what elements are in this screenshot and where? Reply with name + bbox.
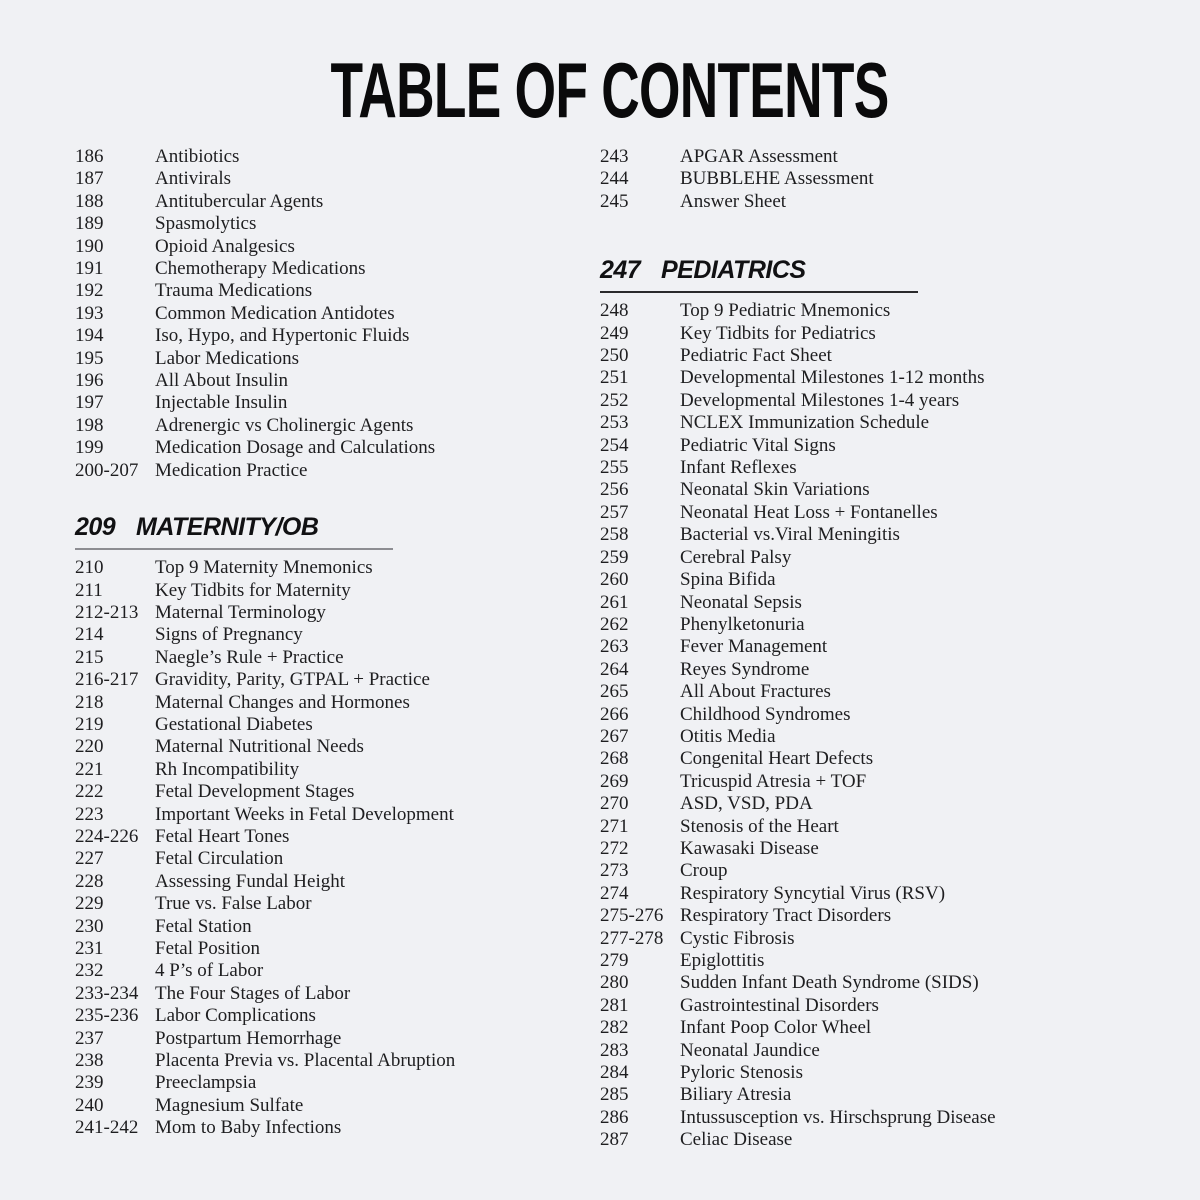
toc-entry-pages: 287 <box>600 1129 629 1151</box>
toc-entry <box>600 524 1145 546</box>
toc-entry-title: Kawasaki Disease <box>680 837 819 859</box>
toc-entry-title: Rh Incompatibility <box>155 758 300 780</box>
toc-entry-pages: 198 <box>75 414 104 436</box>
toc-entry-title: Infant Poop Color Wheel <box>680 1017 872 1039</box>
toc-entry-title: Infant Reflexes <box>680 457 797 479</box>
toc-entry-title: Sudden Infant Death Syndrome (SIDS) <box>680 972 979 994</box>
toc-entry <box>600 479 1145 501</box>
toc-entry <box>600 191 1145 213</box>
toc-entry <box>600 300 1145 322</box>
toc-entry-title: Cystic Fibrosis <box>680 927 795 949</box>
toc-section-header <box>600 256 1145 293</box>
toc-entry-pages: 256 <box>600 479 629 501</box>
toc-entry <box>75 258 600 280</box>
toc-entry-title: Developmental Milestones 1-12 months <box>680 367 985 389</box>
toc-entry-pages: 248 <box>600 300 629 322</box>
toc-entry-title: Fever Management <box>680 636 828 658</box>
toc-entry-pages: 283 <box>600 1039 629 1061</box>
toc-entry-pages: 229 <box>75 893 104 915</box>
toc-entry-title: Developmental Milestones 1-4 years <box>680 389 960 411</box>
toc-entry-title: Respiratory Tract Disorders <box>680 905 892 927</box>
toc-entry-pages: 187 <box>75 168 104 190</box>
toc-entry-pages: 231 <box>75 938 104 959</box>
toc-entry <box>75 213 600 235</box>
toc-entry-pages: 220 <box>75 736 104 758</box>
toc-entry-title: Trauma Medications <box>155 280 313 302</box>
toc-entry-pages: 211 <box>75 579 103 601</box>
toc-entry <box>600 457 1145 479</box>
page-title-text: TABLE OF CONTENTS <box>330 46 890 134</box>
toc-entry <box>600 1129 1145 1151</box>
toc-entry-title: Maternal Terminology <box>155 601 326 623</box>
toc-entry <box>600 950 1145 972</box>
toc-entry <box>600 614 1145 636</box>
toc-entry-title: Pediatric Vital Signs <box>680 434 836 456</box>
toc-entry-pages: 257 <box>600 501 629 523</box>
toc-entry-pages: 275-276 <box>600 905 664 927</box>
toc-entry-pages: 186 <box>75 146 104 167</box>
toc-entry-title: Pediatric Fact Sheet <box>680 345 832 367</box>
toc-entry <box>75 168 600 190</box>
page-title <box>75 0 1145 132</box>
toc-entry-pages: 192 <box>75 280 104 302</box>
toc-entry <box>600 928 1145 950</box>
toc-entry <box>75 146 600 168</box>
toc-entry-pages: 218 <box>75 691 104 713</box>
toc-entry <box>600 547 1145 569</box>
toc-entry-title: Reyes Syndrome <box>680 658 810 680</box>
toc-entry-pages: 285 <box>600 1084 629 1106</box>
toc-entry-title: Antibiotics <box>155 146 240 167</box>
toc-entry <box>600 883 1145 905</box>
toc-entry <box>600 659 1145 681</box>
toc-entry-title: Fetal Heart Tones <box>155 825 290 847</box>
toc-entry <box>75 893 600 915</box>
toc-entry <box>600 435 1145 457</box>
toc-section-pages: 247 <box>600 256 641 285</box>
toc-entry-title: Neonatal Jaundice <box>680 1039 820 1061</box>
toc-entry-pages: 284 <box>600 1062 629 1084</box>
toc-section-line <box>75 513 600 541</box>
toc-entry <box>75 1028 600 1050</box>
toc-entry-pages: 228 <box>75 870 104 892</box>
toc-entry-title: Biliary Atresia <box>680 1084 792 1106</box>
toc-entry-pages: 239 <box>75 1072 104 1094</box>
toc-entry <box>600 502 1145 524</box>
toc-entry-pages: 222 <box>75 781 104 803</box>
toc-entry <box>600 771 1145 793</box>
toc-entry <box>75 392 600 414</box>
toc-entry-title: Placenta Previa vs. Placental Abruption <box>155 1050 456 1072</box>
toc-entry-title: Spasmolytics <box>155 213 257 235</box>
toc-entry-pages: 210 <box>75 557 104 579</box>
toc-entry-title: Naegle’s Rule + Practice <box>155 646 344 668</box>
toc-entry <box>75 348 600 370</box>
toc-entry-title: Mom to Baby Infections <box>155 1117 342 1139</box>
toc-entry-pages: 270 <box>600 793 629 815</box>
toc-entry-pages: 194 <box>75 325 104 347</box>
toc-entry-pages: 235-236 <box>75 1005 139 1027</box>
toc-entry <box>600 748 1145 770</box>
toc-entry-title: 4 P’s of Labor <box>155 960 264 982</box>
toc-entry-pages: 221 <box>75 758 104 780</box>
toc-entry <box>600 995 1145 1017</box>
toc-entry-pages: 253 <box>600 412 629 434</box>
toc-entry-pages: 279 <box>600 950 629 971</box>
toc-entry-title: Intussusception vs. Hirschsprung Disease <box>680 1106 996 1128</box>
toc-entry-title: Respiratory Syncytial Virus (RSV) <box>680 882 946 904</box>
toc-entry-title: Answer Sheet <box>680 190 787 212</box>
toc-entry <box>600 726 1145 748</box>
toc-entry-title: Croup <box>680 860 728 882</box>
toc-entry <box>75 692 600 714</box>
toc-entry-title: Gravidity, Parity, GTPAL + Practice <box>155 669 430 691</box>
toc-entry-title: Top 9 Pediatric Mnemonics <box>680 300 891 322</box>
toc-entry-pages: 266 <box>600 703 629 725</box>
toc-entry-pages: 281 <box>600 994 629 1016</box>
toc-entry-title: ASD, VSD, PDA <box>680 793 813 815</box>
toc-entry-pages: 271 <box>600 815 629 837</box>
toc-entry-pages: 232 <box>75 960 104 982</box>
toc-entry <box>75 1072 600 1094</box>
toc-entry <box>600 838 1145 860</box>
toc-entry-title: Preeclampsia <box>155 1072 257 1094</box>
toc-entry-pages: 227 <box>75 848 104 870</box>
toc-entry <box>600 636 1145 658</box>
toc-entry <box>600 1017 1145 1039</box>
toc-entry-pages: 268 <box>600 748 629 770</box>
toc-entry-pages: 237 <box>75 1027 104 1049</box>
toc-entry-title: Opioid Analgesics <box>155 235 295 257</box>
toc-entry <box>600 860 1145 882</box>
toc-entry-pages: 223 <box>75 803 104 825</box>
toc-entry-title: Spina Bifida <box>680 569 776 591</box>
toc-entry <box>600 704 1145 726</box>
toc-entry-pages: 216-217 <box>75 669 139 691</box>
toc-entry <box>75 871 600 893</box>
toc-entry-pages: 195 <box>75 347 104 369</box>
toc-entry <box>75 647 600 669</box>
toc-entry <box>75 370 600 392</box>
toc-entry-pages: 219 <box>75 713 104 735</box>
toc-entry-pages: 269 <box>600 770 629 792</box>
toc-entry <box>600 592 1145 614</box>
toc-entry-pages: 230 <box>75 915 104 937</box>
toc-entry-title: Celiac Disease <box>680 1129 793 1151</box>
toc-entry-pages: 282 <box>600 1017 629 1039</box>
toc-entry-title: Gestational Diabetes <box>155 713 313 735</box>
toc-entry <box>75 460 600 482</box>
toc-entry <box>600 1040 1145 1062</box>
toc-entry-pages: 240 <box>75 1094 104 1116</box>
toc-entry <box>75 1005 600 1027</box>
toc-entry <box>600 390 1145 412</box>
toc-section-title: PEDIATRICS <box>661 256 806 285</box>
toc-entry <box>600 367 1145 389</box>
toc-columns <box>75 146 1145 1152</box>
toc-entry-pages: 252 <box>600 389 629 411</box>
toc-entry-title: Chemotherapy Medications <box>155 258 366 280</box>
toc-entry-title: Key Tidbits for Pediatrics <box>680 322 876 344</box>
toc-entry <box>600 569 1145 591</box>
toc-entry <box>600 168 1145 190</box>
toc-entry-title: Cerebral Palsy <box>680 546 792 568</box>
toc-entry-pages: 251 <box>600 367 629 389</box>
toc-entry-pages: 244 <box>600 168 629 190</box>
toc-entry-title: Assessing Fundal Height <box>155 870 345 892</box>
toc-entry-pages: 249 <box>600 322 629 344</box>
toc-entry <box>75 325 600 347</box>
section-underline <box>75 548 393 550</box>
toc-entry-title: Fetal Position <box>155 938 261 959</box>
toc-entry-title: Fetal Station <box>155 915 252 937</box>
toc-entry-pages: 267 <box>600 725 629 747</box>
toc-entry-title: Labor Medications <box>155 347 300 369</box>
toc-section-pages: 209 <box>75 513 116 542</box>
toc-entry-title: BUBBLEHE Assessment <box>680 168 874 190</box>
toc-entry-pages: 188 <box>75 190 104 212</box>
toc-entry-title: NCLEX Immunization Schedule <box>680 412 930 434</box>
toc-entry <box>600 1084 1145 1106</box>
toc-entry <box>75 848 600 870</box>
toc-entry <box>75 826 600 848</box>
toc-entry <box>75 191 600 213</box>
toc-entry <box>75 1095 600 1117</box>
toc-entry-pages: 262 <box>600 613 629 635</box>
toc-entry-title: Magnesium Sulfate <box>155 1094 304 1116</box>
toc-entry-title: Top 9 Maternity Mnemonics <box>155 557 373 579</box>
toc-entry-title: Important Weeks in Fetal Development <box>155 803 454 825</box>
toc-entry-pages: 189 <box>75 213 104 235</box>
toc-entry <box>600 905 1145 927</box>
toc-entry-title: Bacterial vs.Viral Meningitis <box>680 524 900 546</box>
toc-entry-pages: 273 <box>600 860 629 882</box>
toc-entry-title: Fetal Circulation <box>155 848 284 870</box>
toc-entry-pages: 224-226 <box>75 825 139 847</box>
toc-entry-title: Adrenergic vs Cholinergic Agents <box>155 414 414 436</box>
toc-entry-title: APGAR Assessment <box>680 146 838 167</box>
toc-entry-title: Antivirals <box>155 168 231 190</box>
toc-entry <box>75 714 600 736</box>
toc-entry <box>600 816 1145 838</box>
toc-entry-title: Pyloric Stenosis <box>680 1062 803 1084</box>
toc-entry-title: Maternal Changes and Hormones <box>155 691 410 713</box>
toc-entry <box>600 681 1145 703</box>
toc-entry-pages: 263 <box>600 636 629 658</box>
toc-entry <box>75 580 600 602</box>
toc-entry-title: All About Fractures <box>680 681 831 703</box>
toc-entry <box>75 1050 600 1072</box>
toc-entry-pages: 196 <box>75 370 104 392</box>
toc-entry <box>600 323 1145 345</box>
toc-entry <box>75 759 600 781</box>
toc-entry-title: Medication Dosage and Calculations <box>155 437 436 459</box>
toc-entry <box>75 781 600 803</box>
toc-entry-title: Childhood Syndromes <box>680 703 851 725</box>
toc-entry-title: Congenital Heart Defects <box>680 748 874 770</box>
toc-entry-title: Otitis Media <box>680 725 776 747</box>
toc-entry-title: Antitubercular Agents <box>155 190 324 212</box>
toc-entry-title: Fetal Development Stages <box>155 781 355 803</box>
toc-entry-title: Neonatal Skin Variations <box>680 479 870 501</box>
toc-entry <box>75 916 600 938</box>
toc-entry-pages: 260 <box>600 569 629 591</box>
toc-entry-title: Signs of Pregnancy <box>155 624 303 646</box>
toc-entry-title: Common Medication Antidotes <box>155 302 395 324</box>
toc-entry <box>600 1107 1145 1129</box>
toc-entry <box>75 303 600 325</box>
toc-entry-title: Injectable Insulin <box>155 392 288 414</box>
toc-entry-pages: 212-213 <box>75 601 139 623</box>
toc-entry <box>600 345 1145 367</box>
toc-entry-title: True vs. False Labor <box>155 893 312 915</box>
toc-entry-title: Phenylketonuria <box>680 613 805 635</box>
toc-entry-pages: 199 <box>75 437 104 459</box>
toc-entry-pages: 191 <box>75 258 104 280</box>
toc-entry-title: All About Insulin <box>155 370 289 392</box>
toc-entry-pages: 250 <box>600 345 629 367</box>
toc-entry-pages: 197 <box>75 392 104 414</box>
toc-entry <box>75 602 600 624</box>
toc-entry-title: Maternal Nutritional Needs <box>155 736 364 758</box>
toc-entry-title: Neonatal Heat Loss + Fontanelles <box>680 501 938 523</box>
toc-entry <box>75 736 600 758</box>
toc-entry-pages: 286 <box>600 1106 629 1128</box>
toc-entry <box>600 793 1145 815</box>
toc-entry-pages: 233-234 <box>75 982 139 1004</box>
toc-entry-title: Labor Complications <box>155 1005 316 1027</box>
toc-entry-title: Medication Practice <box>155 459 308 481</box>
toc-column-right <box>600 146 1145 1152</box>
toc-entry-pages: 255 <box>600 457 629 479</box>
toc-entry <box>75 557 600 579</box>
toc-entry-pages: 238 <box>75 1050 104 1072</box>
toc-entry <box>75 669 600 691</box>
toc-entry-pages: 254 <box>600 434 629 456</box>
toc-section-line <box>600 256 1145 284</box>
toc-entry-title: Gastrointestinal Disorders <box>680 994 879 1016</box>
toc-entry <box>600 972 1145 994</box>
toc-entry-pages: 245 <box>600 190 629 212</box>
toc-entry-pages: 243 <box>600 146 629 167</box>
toc-entry <box>75 938 600 960</box>
toc-entry-pages: 258 <box>600 524 629 546</box>
toc-entry-title: Stenosis of the Heart <box>680 815 839 837</box>
toc-entry-pages: 272 <box>600 837 629 859</box>
toc-entry-pages: 259 <box>600 546 629 568</box>
toc-entry-pages: 277-278 <box>600 927 664 949</box>
toc-entry <box>75 804 600 826</box>
toc-column-left <box>75 146 600 1152</box>
toc-entry-pages: 241-242 <box>75 1117 139 1139</box>
toc-entry <box>75 415 600 437</box>
toc-entry <box>600 1062 1145 1084</box>
toc-entry-title: Neonatal Sepsis <box>680 591 802 613</box>
toc-entry <box>75 236 600 258</box>
toc-section-title: MATERNITY/OB <box>136 513 319 542</box>
toc-entry-pages: 264 <box>600 658 629 680</box>
toc-entry-title: Tricuspid Atresia + TOF <box>680 770 867 792</box>
toc-entry-pages: 190 <box>75 235 104 257</box>
toc-entry <box>600 146 1145 168</box>
toc-entry-pages: 214 <box>75 624 104 646</box>
section-underline <box>600 291 918 293</box>
toc-entry-pages: 280 <box>600 972 629 994</box>
toc-entry-title: Epiglottitis <box>680 950 765 971</box>
toc-entry <box>75 280 600 302</box>
toc-entry <box>75 624 600 646</box>
toc-entry-title: Postpartum Hemorrhage <box>155 1027 342 1049</box>
toc-entry-title: The Four Stages of Labor <box>155 982 351 1004</box>
toc-entry-pages: 261 <box>600 591 629 613</box>
toc-entry-pages: 215 <box>75 646 104 668</box>
toc-entry-pages: 274 <box>600 882 629 904</box>
toc-entry-title: Key Tidbits for Maternity <box>155 579 351 601</box>
toc-entry-pages: 200-207 <box>75 459 139 481</box>
toc-entry <box>75 983 600 1005</box>
toc-entry-title: Iso, Hypo, and Hypertonic Fluids <box>155 325 410 347</box>
toc-entry-pages: 193 <box>75 302 104 324</box>
toc-entry <box>75 437 600 459</box>
toc-entry <box>75 960 600 982</box>
toc-section-header <box>75 513 600 550</box>
toc-entry-pages: 265 <box>600 681 629 703</box>
toc-entry <box>600 412 1145 434</box>
toc-entry <box>75 1117 600 1139</box>
